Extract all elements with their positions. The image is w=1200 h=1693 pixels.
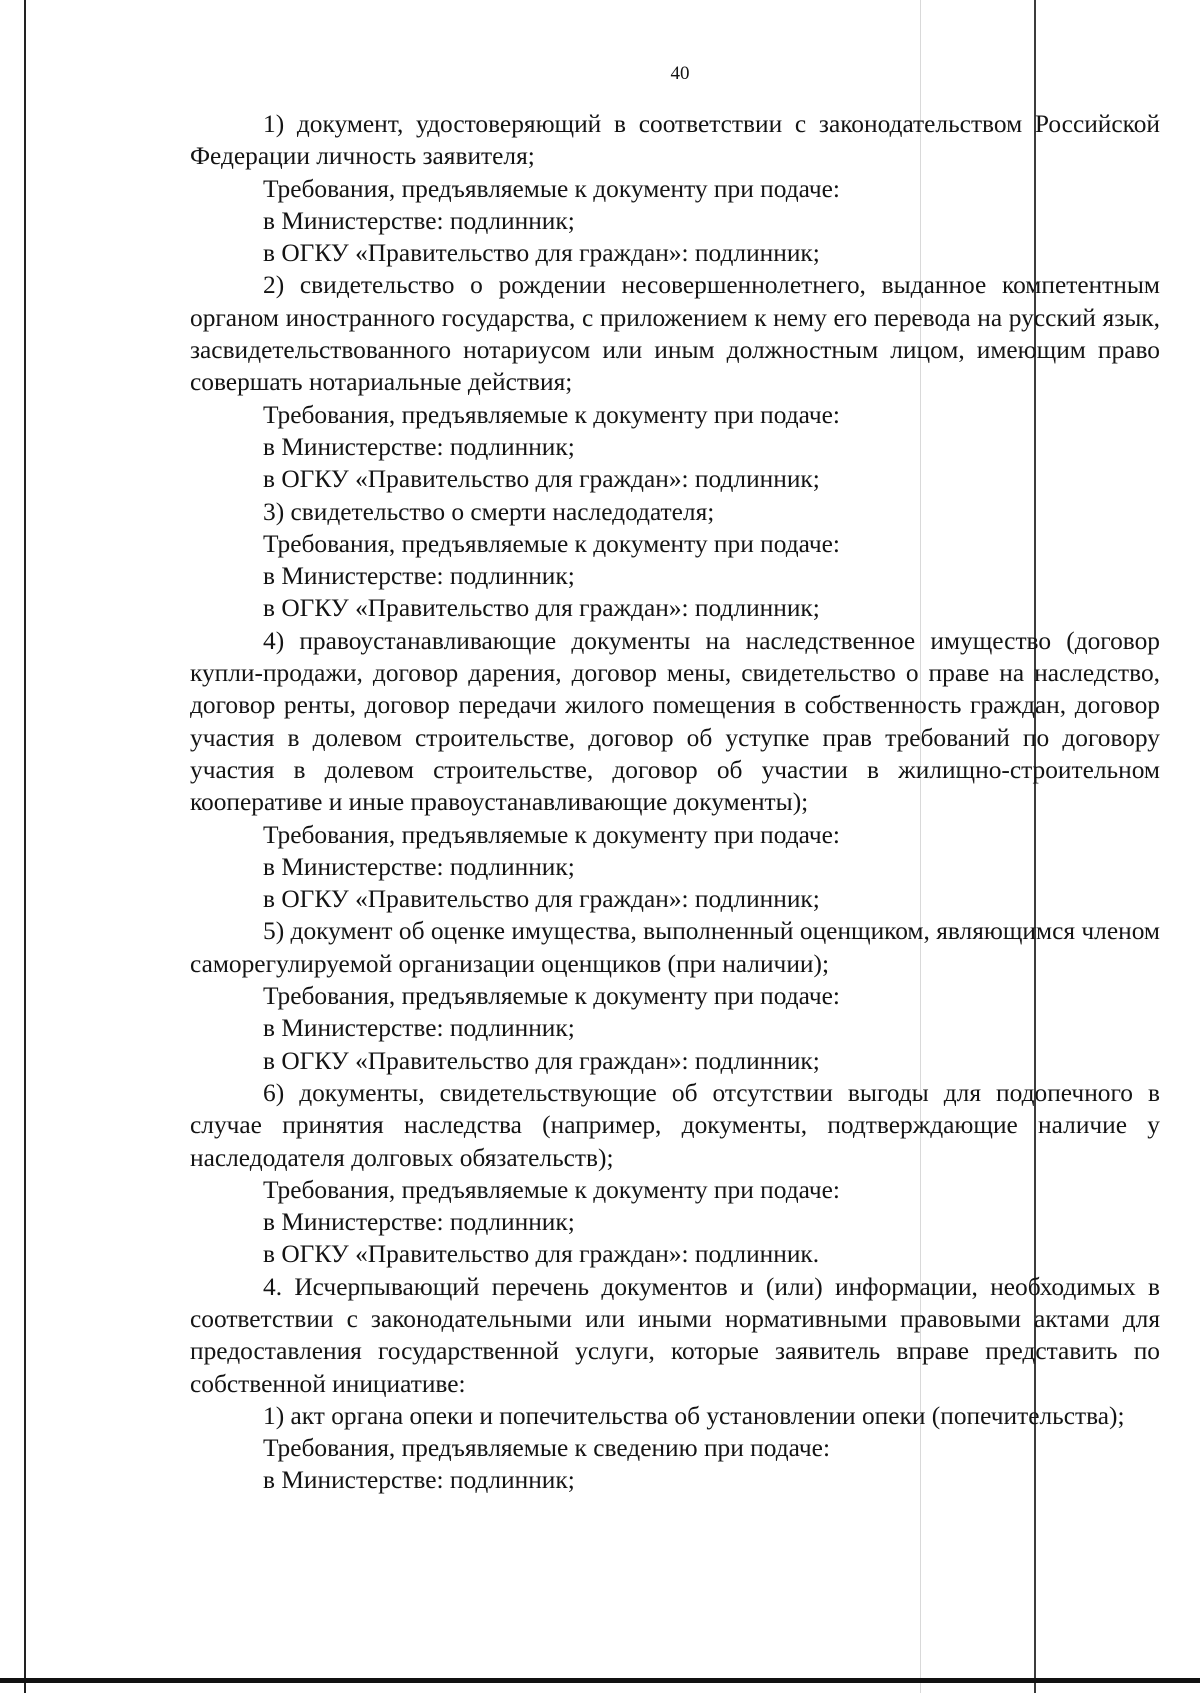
paragraph: Требования, предъявляемые к сведению при подаче:: [263, 1434, 830, 1463]
paragraph: 4) правоустанавливающие документы на наследственное имущество (договор купли-продажи, договор дарения, договор мены, свидетельство о праве на наследство, договор ренты, договор передачи жилого помещения в собственность граждан, договор участия в долевом строительстве, договор об уступке прав требований по договору участия в долевом строительстве, договор об участии в жилищно-строительном кооперативе и иные правоустанавливающие документы);: [190, 626, 1160, 817]
page-number: 40: [670, 63, 690, 84]
paragraph: в ОГКУ «Правительство для граждан»: подлинник;: [263, 465, 820, 494]
paragraph: в ОГКУ «Правительство для граждан»: подлинник.: [263, 1240, 820, 1269]
scan-edge-left: [24, 0, 26, 1693]
paragraph: Требования, предъявляемые к документу при подаче:: [263, 1175, 840, 1204]
paragraph: в Министерстве: подлинник;: [263, 852, 575, 881]
paragraph: в ОГКУ «Правительство для граждан»: подлинник;: [263, 885, 820, 914]
paragraph: 2) свидетельство о рождении несовершеннолетнего, выданное компетентным органом иностранного государства, с приложением к нему его перевода на русский язык, засвидетельствованного нотариусом или иным должностным лицом, имеющим право совершать нотариальные действия;: [190, 271, 1160, 397]
scan-edge-bottom: [0, 1678, 1200, 1683]
paragraph: 4. Исчерпывающий перечень документов и (или) информации, необходимых в соответствии с законодательными или иными нормативными правовыми актами для предоставления государственной услуги, которые заявитель вправе представить по собственной инициативе:: [190, 1272, 1160, 1398]
paragraph: Требования, предъявляемые к документу при подаче:: [263, 174, 840, 203]
paragraph: в Министерстве: подлинник;: [263, 432, 575, 461]
paragraph: в Министерстве: подлинник;: [263, 206, 575, 235]
paragraph: 1) документ, удостоверяющий в соответствии с законодательством Российской Федерации личность заявителя;: [190, 110, 1160, 171]
paragraph: 6) документы, свидетельствующие об отсутствии выгоды для подопечного в случае принятия наследства (например, документы, подтверждающие наличие у наследодателя долговых обязательств);: [190, 1078, 1160, 1172]
paragraph: Требования, предъявляемые к документу при подаче:: [263, 529, 840, 558]
paragraph: в Министерстве: подлинник;: [263, 1208, 575, 1237]
paragraph: в Министерстве: подлинник;: [263, 562, 575, 591]
paragraph: 1) акт органа опеки и попечительства об установлении опеки (попечительства);: [263, 1401, 1125, 1430]
paragraph: в ОГКУ «Правительство для граждан»: подлинник;: [263, 1046, 820, 1075]
document-body: [190, 108, 1160, 1497]
paragraph: в Министерстве: подлинник;: [263, 1466, 575, 1495]
paragraph: Требования, предъявляемые к документу при подаче:: [263, 982, 840, 1011]
paragraph: в ОГКУ «Правительство для граждан»: подлинник;: [263, 239, 820, 268]
paragraph: в ОГКУ «Правительство для граждан»: подлинник;: [263, 594, 820, 623]
paragraph: в Министерстве: подлинник;: [263, 1014, 575, 1043]
paragraph: Требования, предъявляемые к документу при подаче:: [263, 820, 840, 849]
paragraph: Требования, предъявляемые к документу при подаче:: [263, 400, 840, 429]
paragraph: 3) свидетельство о смерти наследодателя;: [263, 497, 715, 526]
paragraph: 5) документ об оценке имущества, выполненный оценщиком, являющимся членом саморегулируемой организации оценщиков (при наличии);: [190, 917, 1160, 978]
